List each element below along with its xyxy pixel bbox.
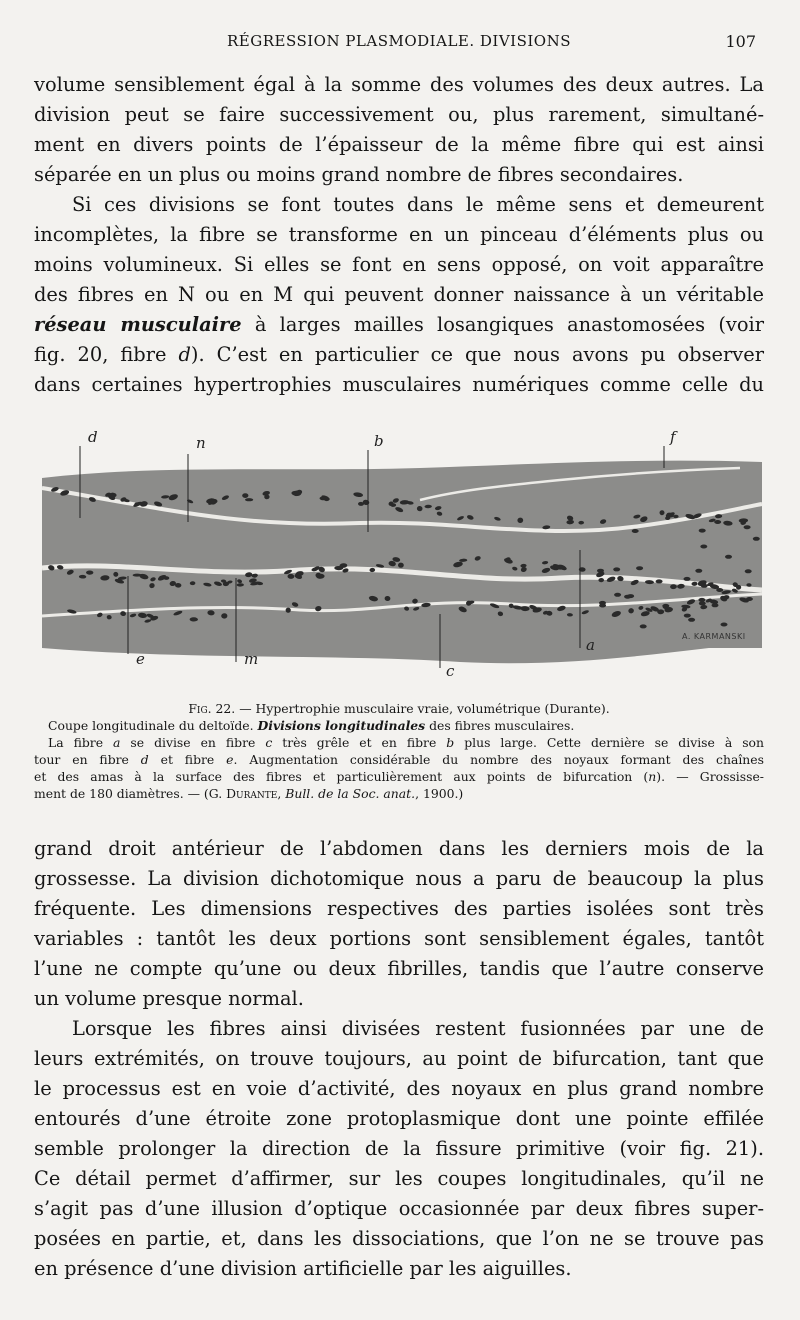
text-line: fréquente. Les dimensions respectives des parties isolées sont très (34, 897, 764, 920)
emphasis-term: Divisions longitudinales (257, 718, 426, 733)
fig-label-a: a (586, 636, 595, 654)
text-line (34, 340, 764, 370)
nucleus (701, 584, 708, 588)
muscle-illustration (40, 428, 765, 690)
text-line: grand droit antérieur de l’abdomen dans les derniers mois de la (34, 837, 764, 860)
text-run: . Augmentation considérable du nombre des noyaux formant des chaînes (233, 752, 764, 767)
text-run: , 1900.) (415, 786, 464, 801)
author-name: Durante (226, 786, 278, 801)
text-run: à larges mailles losangiques anastomosées (voir (241, 313, 764, 336)
nucleus (632, 529, 639, 533)
text-line: moins volumineux. Si elles se font en sens opposé, on voit apparaître (34, 253, 764, 276)
text-run: ). — Grossisse- (656, 769, 764, 784)
text-line: Lorsque les fibres ainsi divisées restent fusionnées par une de (72, 1017, 764, 1040)
text-line: posées en partie, et, dans les dissociations, que l’on ne se trouve pas (34, 1227, 764, 1250)
emphasis-term: réseau musculaire (34, 313, 242, 336)
text-line: volume sensiblement égal à la somme des volumes des deux autres. La (34, 73, 764, 96)
nucleus (746, 597, 753, 601)
nucleus (656, 579, 663, 583)
running-title: RÉGRESSION PLASMODIALE. DIVISIONS (226, 32, 572, 50)
text-line: semble prolonger la direction de la fissure primitive (voir fig. 21). (34, 1137, 764, 1160)
text-run: ment de 180 diamètres. — (G. (34, 786, 227, 801)
nucleus (640, 624, 647, 628)
nucleus (716, 588, 723, 592)
paragraph-3 (34, 834, 764, 1014)
figure-caption (34, 700, 764, 802)
emphasis-letter: d (178, 343, 191, 366)
nucleus (688, 618, 695, 622)
nucleus (613, 567, 620, 571)
journal-title: Bull. de la Soc. anat. (285, 786, 416, 801)
text-line: en présence d’une division artificielle par les aiguilles. (34, 1257, 572, 1280)
text-run: se divise en fibre (120, 735, 266, 750)
nucleus (745, 569, 752, 573)
nucleus (684, 577, 691, 581)
fig-label-m: m (244, 650, 259, 668)
nucleus (614, 593, 621, 597)
text-line: division peut se faire successivement ou, plus rarement, simultané- (34, 103, 764, 126)
text-line: leurs extrémités, on trouve toujours, au point de bifurcation, tant que (34, 1047, 764, 1070)
text-run: Coupe longitudinale du deltoïde. (48, 718, 258, 733)
text-line: dans certaines hypertrophies musculaires numériques comme celle du (34, 373, 764, 396)
tissue-band (42, 628, 762, 663)
text-run: très grêle et en fibre (272, 735, 447, 750)
text-run: — Hypertrophie musculaire vraie, volumétrique (Durante). (235, 701, 610, 716)
text-line: un volume presque normal. (34, 987, 304, 1010)
nucleus (753, 537, 760, 541)
figure-22 (40, 428, 765, 690)
emphasis-letter: a (113, 735, 121, 750)
nucleus (712, 603, 719, 607)
nucleus (684, 614, 691, 618)
paragraph-4 (34, 1014, 764, 1284)
nucleus (721, 623, 728, 627)
text-run: et des amas à la surface des fibres et particulièrement aux points de bifurcation ( (34, 769, 649, 784)
text-line: séparée en un plus ou moins grand nombre de fibres secondaires. (34, 163, 684, 186)
text-line: entourés d’une étroite zone protoplasmique dont une pointe effilée (34, 1107, 764, 1130)
text-line: des fibres en N ou en M qui peuvent donner naissance à un véritable (34, 283, 764, 306)
page-number: 107 (725, 32, 756, 51)
emphasis-letter: e (226, 752, 234, 767)
nucleus (699, 601, 706, 605)
fig-label-e: e (136, 650, 145, 668)
text-run: et fibre (148, 752, 227, 767)
caption-line (34, 751, 764, 768)
text-line: Ce détail permet d’affirmer, sur les coupes longitudinales, qu’il ne (34, 1167, 764, 1190)
nucleus (699, 529, 706, 533)
nucleus (695, 569, 702, 573)
nucleus (700, 545, 707, 549)
text-run: fig. 20, fibre (34, 343, 179, 366)
caption-line (34, 785, 764, 802)
caption-line (34, 734, 764, 751)
emphasis-letter: d (140, 752, 149, 767)
nucleus (624, 595, 631, 599)
paragraph-2 (34, 190, 764, 400)
text-line (34, 310, 764, 340)
text-line: ment en divers points de l’épaisseur de la même fibre qui est ainsi (34, 133, 764, 156)
nucleus (636, 566, 643, 570)
nucleus (714, 520, 721, 524)
text-run: des fibres musculaires. (425, 718, 575, 733)
nucleus (725, 555, 732, 559)
artist-signature: A. KARMANSKI (682, 632, 746, 641)
running-header (34, 28, 764, 54)
caption-line (34, 768, 764, 785)
caption-line (34, 717, 764, 734)
text-line: variables : tantôt les deux portions sont sensiblement égales, tantôt (34, 927, 764, 950)
text-run: tour en fibre (34, 752, 141, 767)
nucleus (242, 493, 248, 498)
fig-label-d: d (88, 428, 98, 446)
nucleus (597, 569, 604, 573)
tissue-band (42, 461, 762, 488)
fig-label-b: b (374, 432, 384, 450)
emphasis-letter: c (265, 735, 273, 750)
nucleus (599, 604, 606, 608)
nucleus (744, 525, 751, 529)
paragraph-1 (34, 70, 764, 190)
text-line: incomplètes, la fibre se transforme en un pinceau d’éléments plus ou (34, 223, 764, 246)
text-run: plus large. Cette dernière se divise à son (454, 735, 764, 750)
caption-title (34, 700, 764, 717)
text-line: grossesse. La division dichotomique nous a paru de beaucoup la plus (34, 867, 764, 890)
nucleus (698, 598, 705, 602)
fig-label-n: n (196, 434, 206, 452)
text-run: ). C’est en particulier ce que nous avons pu observer (190, 343, 764, 366)
nucleus (245, 498, 253, 501)
text-line: l’une ne compte qu’une ou deux fibrilles, tandis que l’autre conserve (34, 957, 764, 980)
nucleus (662, 604, 669, 608)
fig-label-f: f (670, 428, 676, 446)
text-line: Si ces divisions se font toutes dans le même sens et demeurent (72, 193, 764, 216)
text-run: , (277, 786, 286, 801)
text-line: le processus est en voie d’activité, des noyaux en plus grand nombre (34, 1077, 764, 1100)
figure-number: Fig. 22. (188, 701, 236, 716)
emphasis-letter: b (446, 735, 455, 750)
text-run: La fibre (48, 735, 114, 750)
emphasis-letter: n (648, 769, 657, 784)
fig-label-c: c (446, 662, 455, 680)
text-line: s’agit pas d’une illusion d’optique occasionnée par deux fibres super- (34, 1197, 764, 1220)
